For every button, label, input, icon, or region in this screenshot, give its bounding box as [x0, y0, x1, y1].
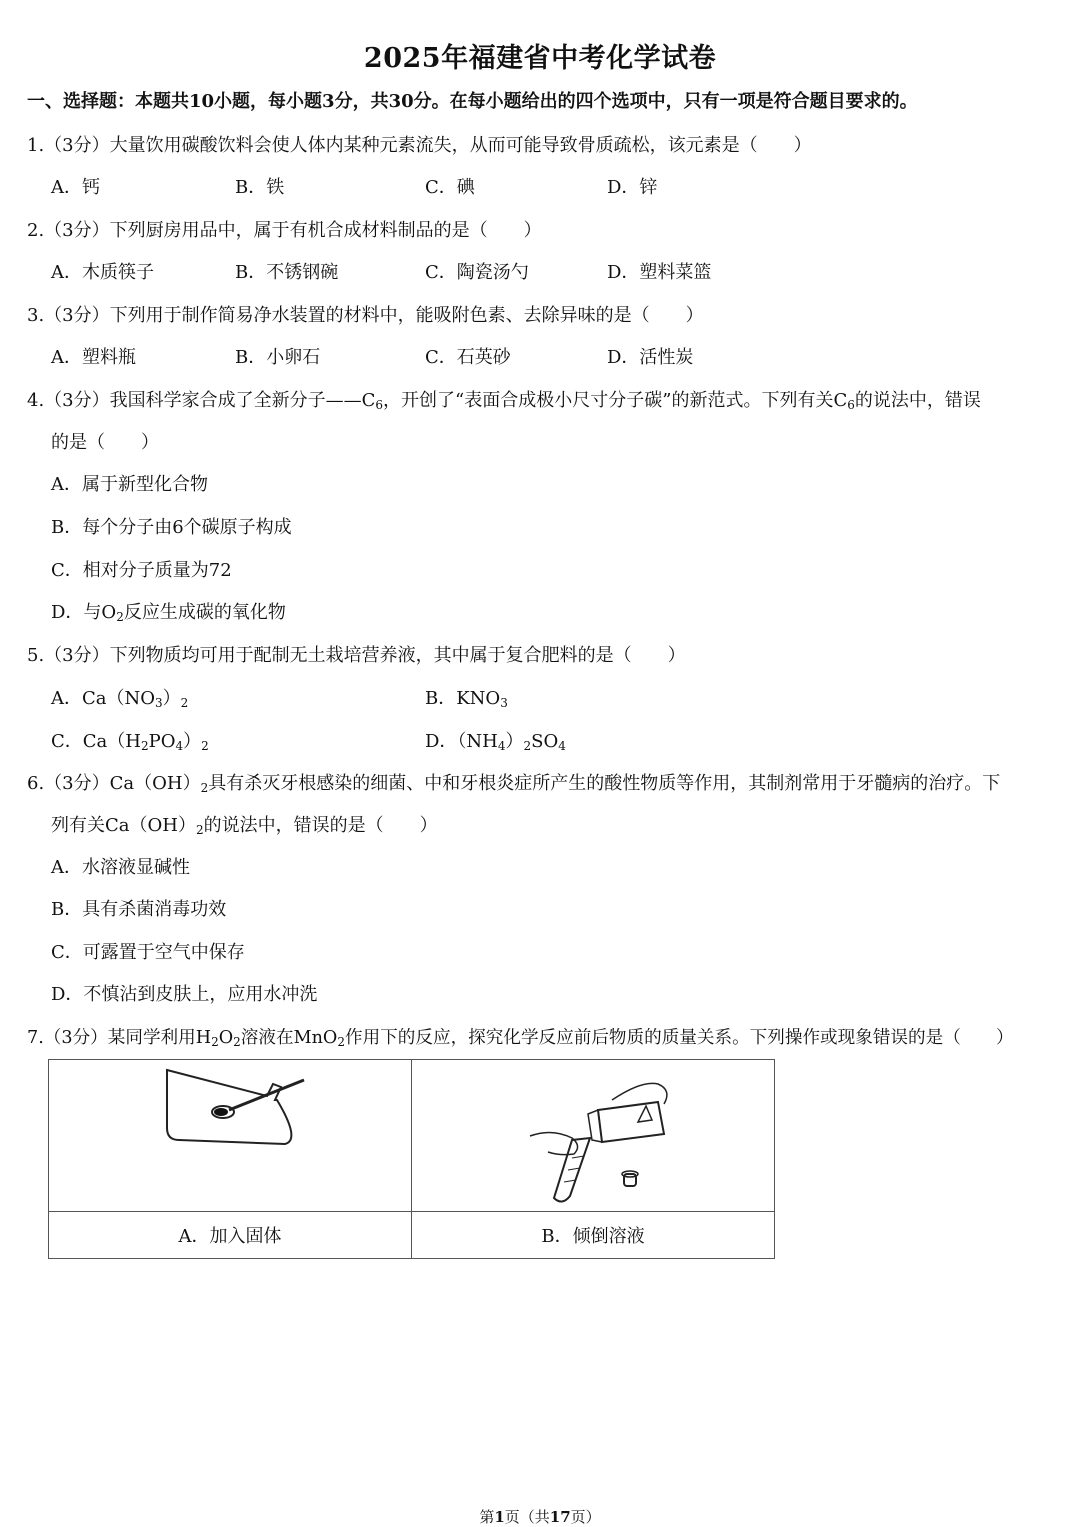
question-3-stem: 3.（3分）下列用于制作简易净水装置的材料中，能吸附色素、去除异味的是（ ） — [27, 305, 704, 326]
question-1-option-d: D．锌 — [607, 177, 658, 198]
question-4-option-b: B．每个分子由6个碳原子构成 — [51, 517, 292, 538]
caption-a: A．加入固体 — [49, 1212, 412, 1259]
question-2-stem: 2.（3分）下列厨房用品中，属于有机合成材料制品的是（ ） — [27, 220, 542, 241]
section-heading: 一、选择题：本题共10小题，每小题3分，共30分。在每小题给出的四个选项中，只有一项是符合题目要求的。 — [27, 91, 918, 112]
question-3-option-c: C．石英砂 — [425, 347, 511, 368]
question-1-stem: 1.（3分）大量饮用碳酸饮料会使人体内某种元素流失，从而可能导致骨质疏松，该元素是（ ） — [27, 135, 812, 156]
question-3-option-d: D．活性炭 — [607, 347, 694, 368]
question-2-option-d: D．塑料菜篮 — [607, 262, 712, 283]
figure-cell-b — [412, 1060, 775, 1212]
question-2-option-b: B．不锈钢碗 — [235, 262, 339, 283]
question-4-stem: 4.（3分）我国科学家合成了全新分子$——C_6$，开创了“表面合成极小尺寸分子碳”的新范式。下列有关$C_6$的说法中，错误 — [27, 390, 981, 412]
question-6-option-c: C．可露置于空气中保存 — [51, 942, 245, 963]
question-1-option-a: A．钙 — [51, 177, 100, 198]
pouring-illustration — [412, 1060, 774, 1206]
question-6-stem-continued: 列有关$Ca(OH)_2$的说法中，错误的是（ ） — [51, 815, 438, 837]
question-6-option-d: D．不慎沾到皮肤上，应用水冲洗 — [51, 984, 318, 1005]
flask-spatula-illustration — [49, 1060, 411, 1206]
question-1-option-b: B．铁 — [235, 177, 285, 198]
question-7-stem: 7.（3分）某同学利用$H_2O_2$溶液在MnO$_2$作用下的反应，探究化学反应前后物质的质量关系。下列操作或现象错误的是（ ） — [27, 1028, 1014, 1049]
figure-cell-a — [49, 1060, 412, 1212]
question-5-option-d: D．$(NH_4)_2SO_4$ — [425, 731, 566, 753]
question-6-option-a: A．水溶液显碱性 — [51, 857, 190, 878]
question-5-option-a: A．$Ca(NO_3)_2$ — [51, 688, 189, 710]
question-3-option-a: A．塑料瓶 — [51, 347, 136, 368]
question-6-stem: 6.（3分）$Ca(OH)_2$具有杀灭牙根感染的细菌、中和牙根炎症所产生的酸性物质等作用，其制剂常用于牙髓病的治疗。下 — [27, 773, 1001, 795]
question-2-option-c: C．陶瓷汤勺 — [425, 262, 529, 283]
page-footer: 第1页（共17页） — [479, 1508, 601, 1526]
question-3-option-b: B．小卵石 — [235, 347, 321, 368]
caption-b: B．倾倒溶液 — [412, 1212, 775, 1259]
question-1-option-c: C．碘 — [425, 177, 475, 198]
question-4-option-c: C．相对分子质量为72 — [51, 560, 232, 581]
page-title: 2025年福建省中考化学试卷 — [363, 43, 717, 74]
question-5-option-b: B．$KNO_3$ — [425, 688, 508, 710]
question-5-stem: 5.（3分）下列物质均可用于配制无土栽培营养液，其中属于复合肥料的是（ ） — [27, 645, 686, 666]
question-2-option-a: A．木质筷子 — [51, 262, 154, 283]
question-4-option-d: D．与$O_2$反应生成碳的氧化物 — [51, 602, 286, 624]
question-4-option-a: A．属于新型化合物 — [51, 474, 208, 495]
question-7-table — [48, 1059, 775, 1259]
question-4-stem-continued: 的是（ ） — [51, 432, 159, 453]
question-6-option-b: B．具有杀菌消毒功效 — [51, 899, 227, 920]
question-5-option-c: C．$Ca(H_2PO_4)_2$ — [51, 731, 209, 753]
